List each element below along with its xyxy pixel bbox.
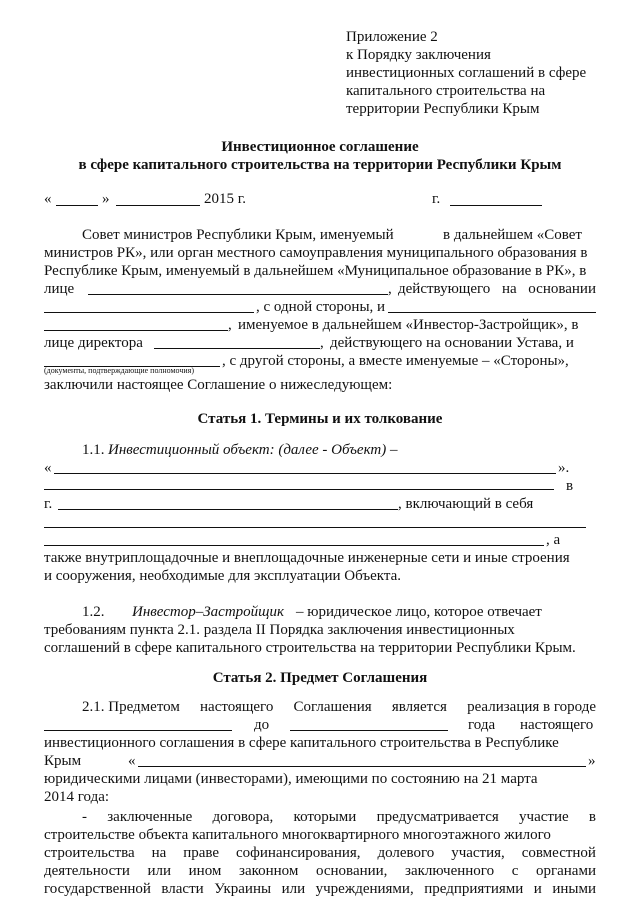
appendix-line-2: к Порядку заключения bbox=[346, 47, 491, 63]
basis-blank bbox=[44, 312, 254, 313]
project-name-blank bbox=[138, 766, 586, 767]
intro-line-4-justified bbox=[398, 280, 596, 298]
intro-line-1b: в дальнейшем «Совет bbox=[443, 227, 582, 243]
object-components-blank-1 bbox=[44, 527, 586, 528]
clause-2-1-word: на bbox=[151, 845, 167, 861]
until-year-blank bbox=[290, 730, 448, 731]
intro-line-5: , с одной стороны, и bbox=[256, 299, 386, 315]
clause-2-1-word: государственной bbox=[44, 881, 151, 897]
date-close-quote: » bbox=[102, 191, 110, 207]
clause-2-1-word: которыми bbox=[293, 809, 357, 825]
clause-2-1-word: или bbox=[281, 881, 306, 897]
representative-blank bbox=[88, 294, 388, 295]
clause-2-1-this: настоящего bbox=[520, 717, 594, 733]
clause-2-1-line-11 bbox=[44, 880, 596, 898]
investor-name-blank-2 bbox=[44, 330, 228, 331]
clause-2-1-word: основании, bbox=[316, 863, 388, 879]
clause-2-1-word: договора, bbox=[212, 809, 274, 825]
clause-2-1-line-6: 2014 года: bbox=[44, 789, 110, 805]
clause-2-1-word: участия, bbox=[451, 845, 505, 861]
clause-2-1-word: настоящего bbox=[200, 699, 274, 715]
clause-2-1-word: власти bbox=[161, 881, 204, 897]
intro-word-basis: основании bbox=[528, 281, 596, 297]
clause-2-1-word: предусматривается bbox=[376, 809, 499, 825]
clause-2-1-word: или bbox=[147, 863, 172, 879]
intro-line-7a: лице директора bbox=[44, 335, 143, 351]
intro-word-on: на bbox=[501, 281, 517, 297]
clause-1-1-number: 1.1. bbox=[82, 442, 105, 458]
clause-2-1-word: ином bbox=[188, 863, 222, 879]
document-title-line-1: Инвестиционное соглашение bbox=[221, 139, 419, 155]
intro-line-4b: , bbox=[388, 281, 392, 297]
object-description-blank bbox=[44, 489, 554, 490]
clause-1-2-term: Инвестор–Застройщик bbox=[132, 604, 284, 620]
intro-line-6a: , bbox=[228, 317, 232, 333]
appendix-line-5: территории Республики Крым bbox=[346, 101, 540, 117]
object-open-quote: « bbox=[44, 460, 52, 476]
clause-1-2-number: 1.2. bbox=[82, 604, 105, 620]
clause-2-1-word: 2.1. Предметом bbox=[82, 699, 180, 715]
clause-2-1-word: долевого bbox=[377, 845, 435, 861]
clause-2-1-word: Соглашения bbox=[293, 699, 372, 715]
city-name-blank bbox=[44, 730, 232, 731]
clause-2-1-word: заключенного bbox=[405, 863, 495, 879]
clause-2-1-word: совместной bbox=[521, 845, 596, 861]
city-blank bbox=[450, 205, 542, 206]
clause-2-1-word: с bbox=[511, 863, 519, 879]
intro-line-2: министров РК», или орган местного самоуправления муниципального образования в bbox=[44, 245, 588, 261]
intro-line-7c: действующего на основании Устава, и bbox=[330, 335, 574, 351]
appendix-line-3: инвестиционных соглашений в сфере bbox=[346, 65, 587, 81]
clause-2-1-line-9 bbox=[44, 844, 596, 862]
object-components-blank-2 bbox=[44, 545, 544, 546]
appendix-line-1: Приложение 2 bbox=[346, 29, 438, 45]
clause-1-1-line-6: также внутриплощадочные и внеплощадочные инженерные сети и иные строения bbox=[44, 550, 570, 566]
date-day-blank bbox=[56, 205, 98, 206]
clause-2-1-until: до bbox=[254, 717, 270, 733]
intro-line-4a: лице bbox=[44, 281, 75, 297]
article-1-heading: Статья 1. Термины и их толкование bbox=[197, 411, 443, 427]
object-a-word: , а bbox=[546, 532, 561, 548]
clause-2-1-word: в bbox=[588, 809, 596, 825]
clause-1-1-line-7: и сооружения, необходимые для эксплуатации Объекта. bbox=[44, 568, 402, 584]
object-city-prefix: г. bbox=[44, 496, 53, 512]
clause-2-1-word: предприятиями bbox=[424, 881, 524, 897]
city-prefix: г. bbox=[432, 191, 441, 207]
clause-2-1-crimea: Крым bbox=[44, 753, 82, 769]
clause-2-1-word: - bbox=[82, 809, 87, 825]
clause-2-1-word: строительства bbox=[44, 845, 135, 861]
object-in-word: в bbox=[566, 478, 574, 494]
intro-line-9: заключили настоящее Соглашение о нижеследующем: bbox=[44, 377, 393, 393]
clause-2-1-line-5: юридическими лицами (инвесторами), имеющими по состоянию на 21 марта bbox=[44, 771, 538, 787]
appendix-line-4: капитального строительства на bbox=[346, 83, 546, 99]
clause-2-1-word: органами bbox=[535, 863, 596, 879]
clause-2-1-line-7 bbox=[82, 808, 596, 826]
date-open-quote: « bbox=[44, 191, 52, 207]
clause-2-1-word: софинансирования, bbox=[235, 845, 361, 861]
date-year: 2015 г. bbox=[204, 191, 246, 207]
project-close-quote: » bbox=[588, 753, 596, 769]
clause-2-1-word: участие bbox=[519, 809, 569, 825]
clause-2-1-year-word: года bbox=[468, 717, 496, 733]
director-blank bbox=[154, 348, 320, 349]
clause-2-1-line-1 bbox=[82, 698, 596, 716]
object-close-quote: ». bbox=[558, 460, 570, 476]
documents-note: (документы, подтверждающие полномочия) bbox=[44, 366, 194, 375]
intro-line-3: Республике Крым, именуемый в дальнейшем «Муниципальное образование в РК», в bbox=[44, 263, 587, 279]
object-name-blank bbox=[54, 473, 556, 474]
clause-2-1-word: и bbox=[533, 881, 542, 897]
clause-2-1-line-3: инвестиционного соглашения в сфере капитального строительства в Республике bbox=[44, 735, 559, 751]
clause-2-1-word: праве bbox=[183, 845, 220, 861]
intro-line-6b: именуемое в дальнейшем «Инвестор-Застройщик», в bbox=[238, 317, 579, 333]
clause-2-1-word: Украины bbox=[214, 881, 272, 897]
article-2-heading: Статья 2. Предмет Соглашения bbox=[212, 670, 428, 686]
intro-line-1a: Совет министров Республики Крым, именуемый bbox=[82, 227, 394, 243]
intro-word-acting: действующего bbox=[398, 281, 491, 297]
clause-2-1-word: реализация в городе bbox=[467, 699, 596, 715]
clause-1-2-line-3: соглашений в сфере капитального строительства на территории Республики Крым. bbox=[44, 640, 576, 656]
date-month-blank bbox=[116, 205, 200, 206]
clause-2-1-line-8: строительстве объекта капитального многоквартирного многоэтажного жилого bbox=[44, 827, 551, 843]
object-address-blank bbox=[58, 509, 398, 510]
investor-name-blank-1 bbox=[388, 312, 596, 313]
clause-2-1-word: иными bbox=[552, 881, 596, 897]
clause-1-2-line-2: требованиям пункта 2.1. раздела II Порядка заключения инвестиционных bbox=[44, 622, 515, 638]
clause-2-1-word: деятельности bbox=[44, 863, 130, 879]
clause-2-1-word: заключенные bbox=[107, 809, 193, 825]
clause-2-1-word: является bbox=[391, 699, 447, 715]
clause-1-2-line-1: – юридическое лицо, которое отвечает bbox=[296, 604, 542, 620]
clause-2-1-word: учреждениями, bbox=[315, 881, 414, 897]
clause-1-1-text: Инвестиционный объект: (далее - Объект) – bbox=[108, 442, 398, 458]
intro-line-8: , с другой стороны, а вместе именуемые – «Стороны», bbox=[222, 353, 569, 369]
clause-2-1-line-10 bbox=[44, 862, 596, 880]
intro-line-7b: , bbox=[320, 335, 324, 351]
clause-2-1-word: законном bbox=[239, 863, 299, 879]
document-title-line-2: в сфере капитального строительства на территории Республики Крым bbox=[78, 157, 562, 173]
object-including: , включающий в себя bbox=[398, 496, 534, 512]
project-open-quote: « bbox=[128, 753, 136, 769]
